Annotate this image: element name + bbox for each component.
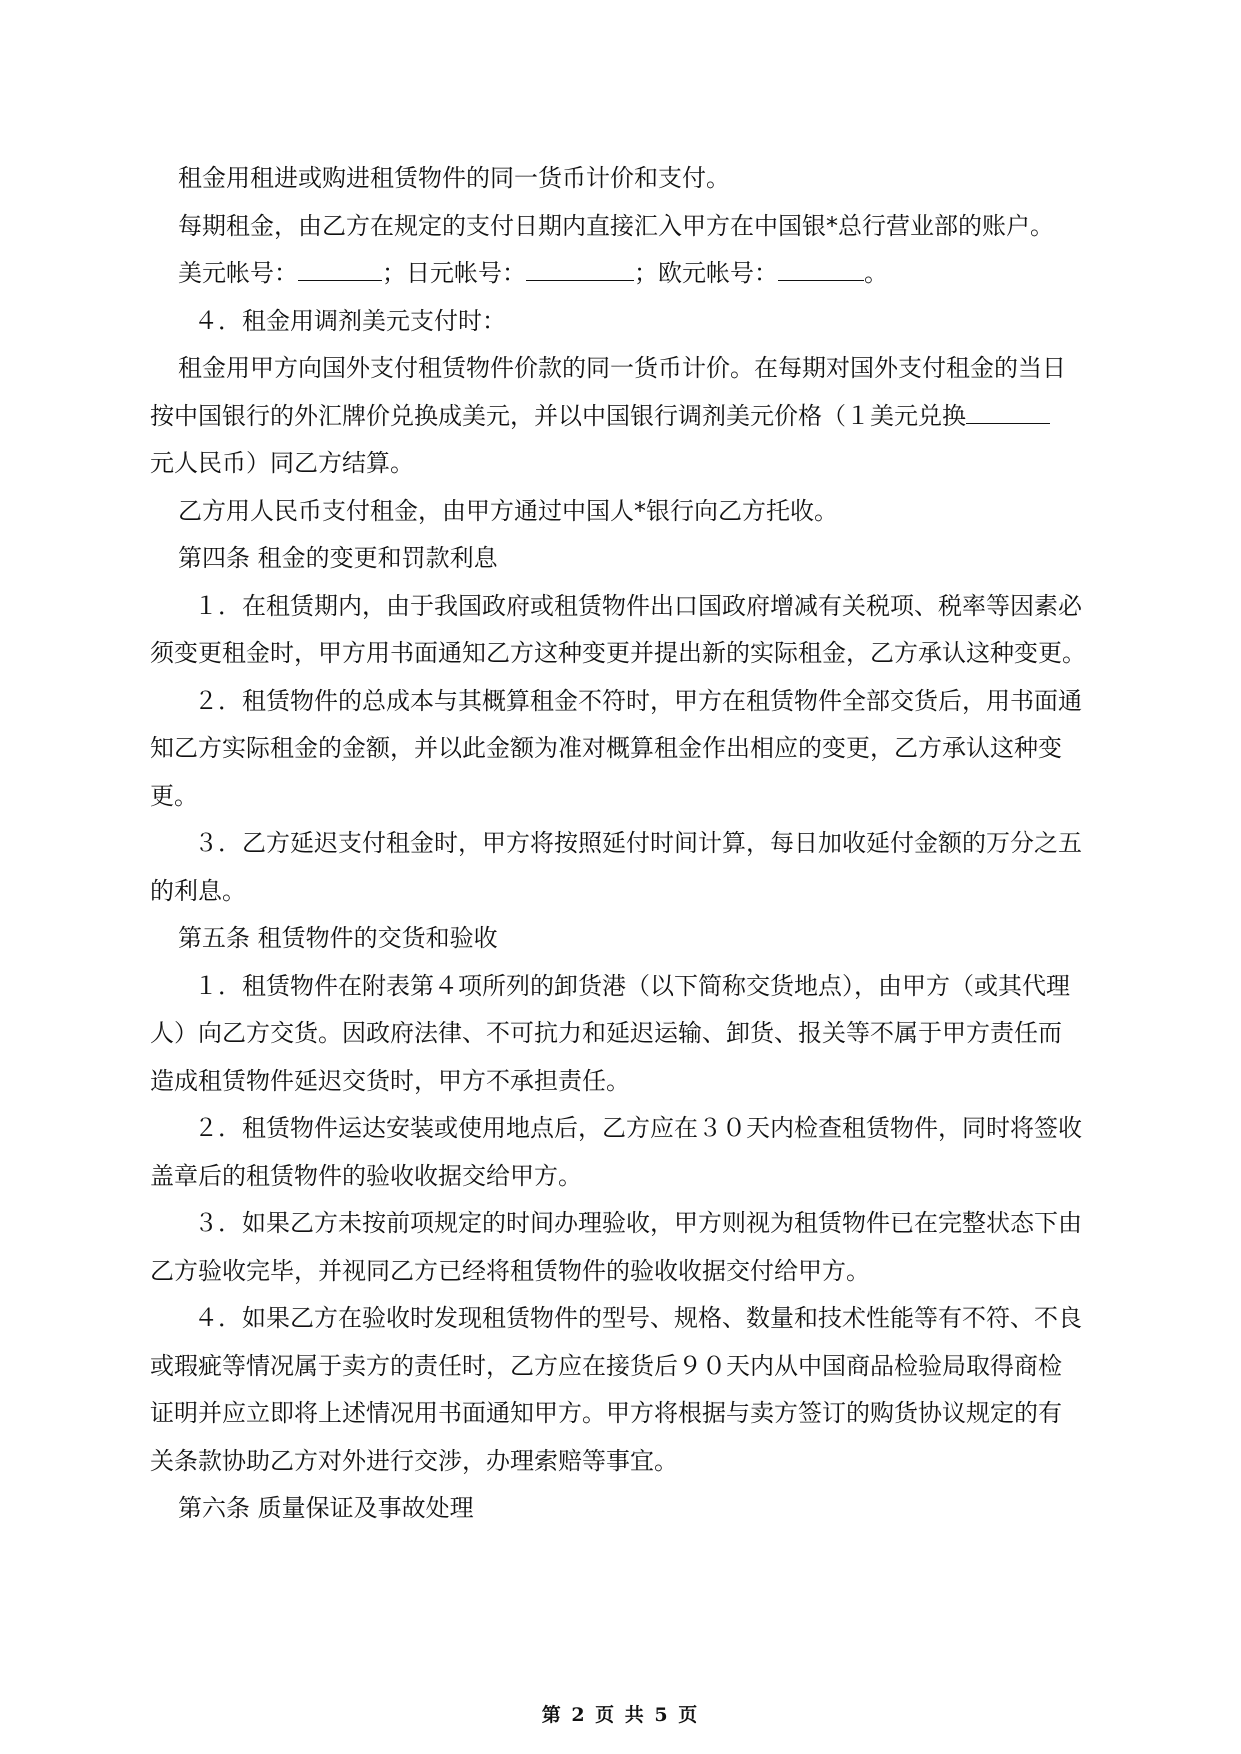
paragraph-line: 人）向乙方交货。因政府法律、不可抗力和延迟运输、卸货、报关等不属于甲方责任而 [150,1019,1062,1047]
jpy-account-label: 日元帐号： [406,259,526,287]
article-heading: 第四条 租金的变更和罚款利息 [178,544,498,572]
line-end: 。 [864,259,888,287]
clause-item: ４．如果乙方在验收时发现租赁物件的型号、规格、数量和技术性能等有不符、不良 [194,1304,1082,1332]
paragraph-text: 按中国银行的外汇牌价兑换成美元，并以中国银行调剂美元价格（１美元兑换 [150,401,966,430]
paragraph-line: 造成租赁物件延迟交货时，甲方不承担责任。 [150,1066,630,1095]
account-numbers-line [150,250,1090,298]
clause-item: ３．乙方延迟支付租金时，甲方将按照延付时间计算，每日加收延付金额的万分之五 [194,829,1082,857]
clause-item: ２．租赁物件的总成本与其概算租金不符时，甲方在租赁物件全部交货后，用书面通 [194,686,1082,715]
paragraph-line: 须变更租金时，甲方用书面通知乙方这种变更并提出新的实际租金，乙方承认这种变更。 [150,639,1086,667]
paragraph-line: 知乙方实际租金的金额，并以此金额为准对概算租金作出相应的变更，乙方承认这种变 [150,734,1062,762]
article-heading: 第五条 租赁物件的交货和验收 [178,924,498,952]
usd-account-blank [298,256,382,281]
paragraph-line: 关条款协助乙方对外进行交涉，办理索赔等事宜。 [150,1446,678,1475]
paragraph-line: 的利息。 [150,876,246,905]
separator: ； [382,259,406,287]
clause-item: ３．如果乙方未按前项规定的时间办理验收，甲方则视为租赁物件已在完整状态下由 [194,1209,1082,1237]
jpy-account-blank [526,256,634,281]
page-footer: 第 2 页 共 5 页 [541,1704,700,1726]
clause-item: ２．租赁物件运达安装或使用地点后，乙方应在３０天内检查租赁物件，同时将签收 [194,1114,1082,1142]
paragraph-line: 证明并应立即将上述情况用书面通知甲方。甲方将根据与卖方签订的购货协议规定的有 [150,1399,1062,1427]
eur-account-label: 欧元帐号： [658,259,778,287]
paragraph-line: 乙方验收完毕，并视同乙方已经将租赁物件的验收收据交付给甲方。 [150,1256,870,1285]
separator: ； [634,259,658,287]
exchange-rate-blank [966,399,1050,424]
article-heading: 第六条 质量保证及事故处理 [178,1494,474,1522]
paragraph-line: 元人民币）同乙方结算。 [150,449,414,477]
clause-item: １．租赁物件在附表第４项所列的卸货港（以下简称交货地点），由甲方（或其代理 [194,971,1070,1000]
paragraph-line: 租金用甲方向国外支付租赁物件价款的同一货币计价。在每期对国外支付租金的当日 [178,354,1066,382]
paragraph-line: 或瑕疵等情况属于卖方的责任时，乙方应在接货后９０天内从中国商品检验局取得商检 [150,1351,1062,1380]
paragraph-line: 租金用租进或购进租赁物件的同一货币计价和支付。 [178,164,730,192]
clause-item: １．在租赁期内，由于我国政府或租赁物件出口国政府增减有关税项、税率等因素必 [194,591,1082,620]
paragraph-line: 更。 [150,781,198,810]
paragraph-line: 乙方用人民币支付租金，由甲方通过中国人*银行向乙方托收。 [178,496,838,525]
usd-account-label: 美元帐号： [178,259,298,287]
clause-item: ４．租金用调剂美元支付时： [194,306,506,335]
paragraph-line: 盖章后的租赁物件的验收收据交给甲方。 [150,1161,582,1190]
eur-account-blank [778,256,864,281]
document-body [150,155,1090,1533]
paragraph-line [150,393,1090,441]
paragraph-line: 每期租金，由乙方在规定的支付日期内直接汇入甲方在中国银*总行营业部的账户。 [178,211,1054,240]
